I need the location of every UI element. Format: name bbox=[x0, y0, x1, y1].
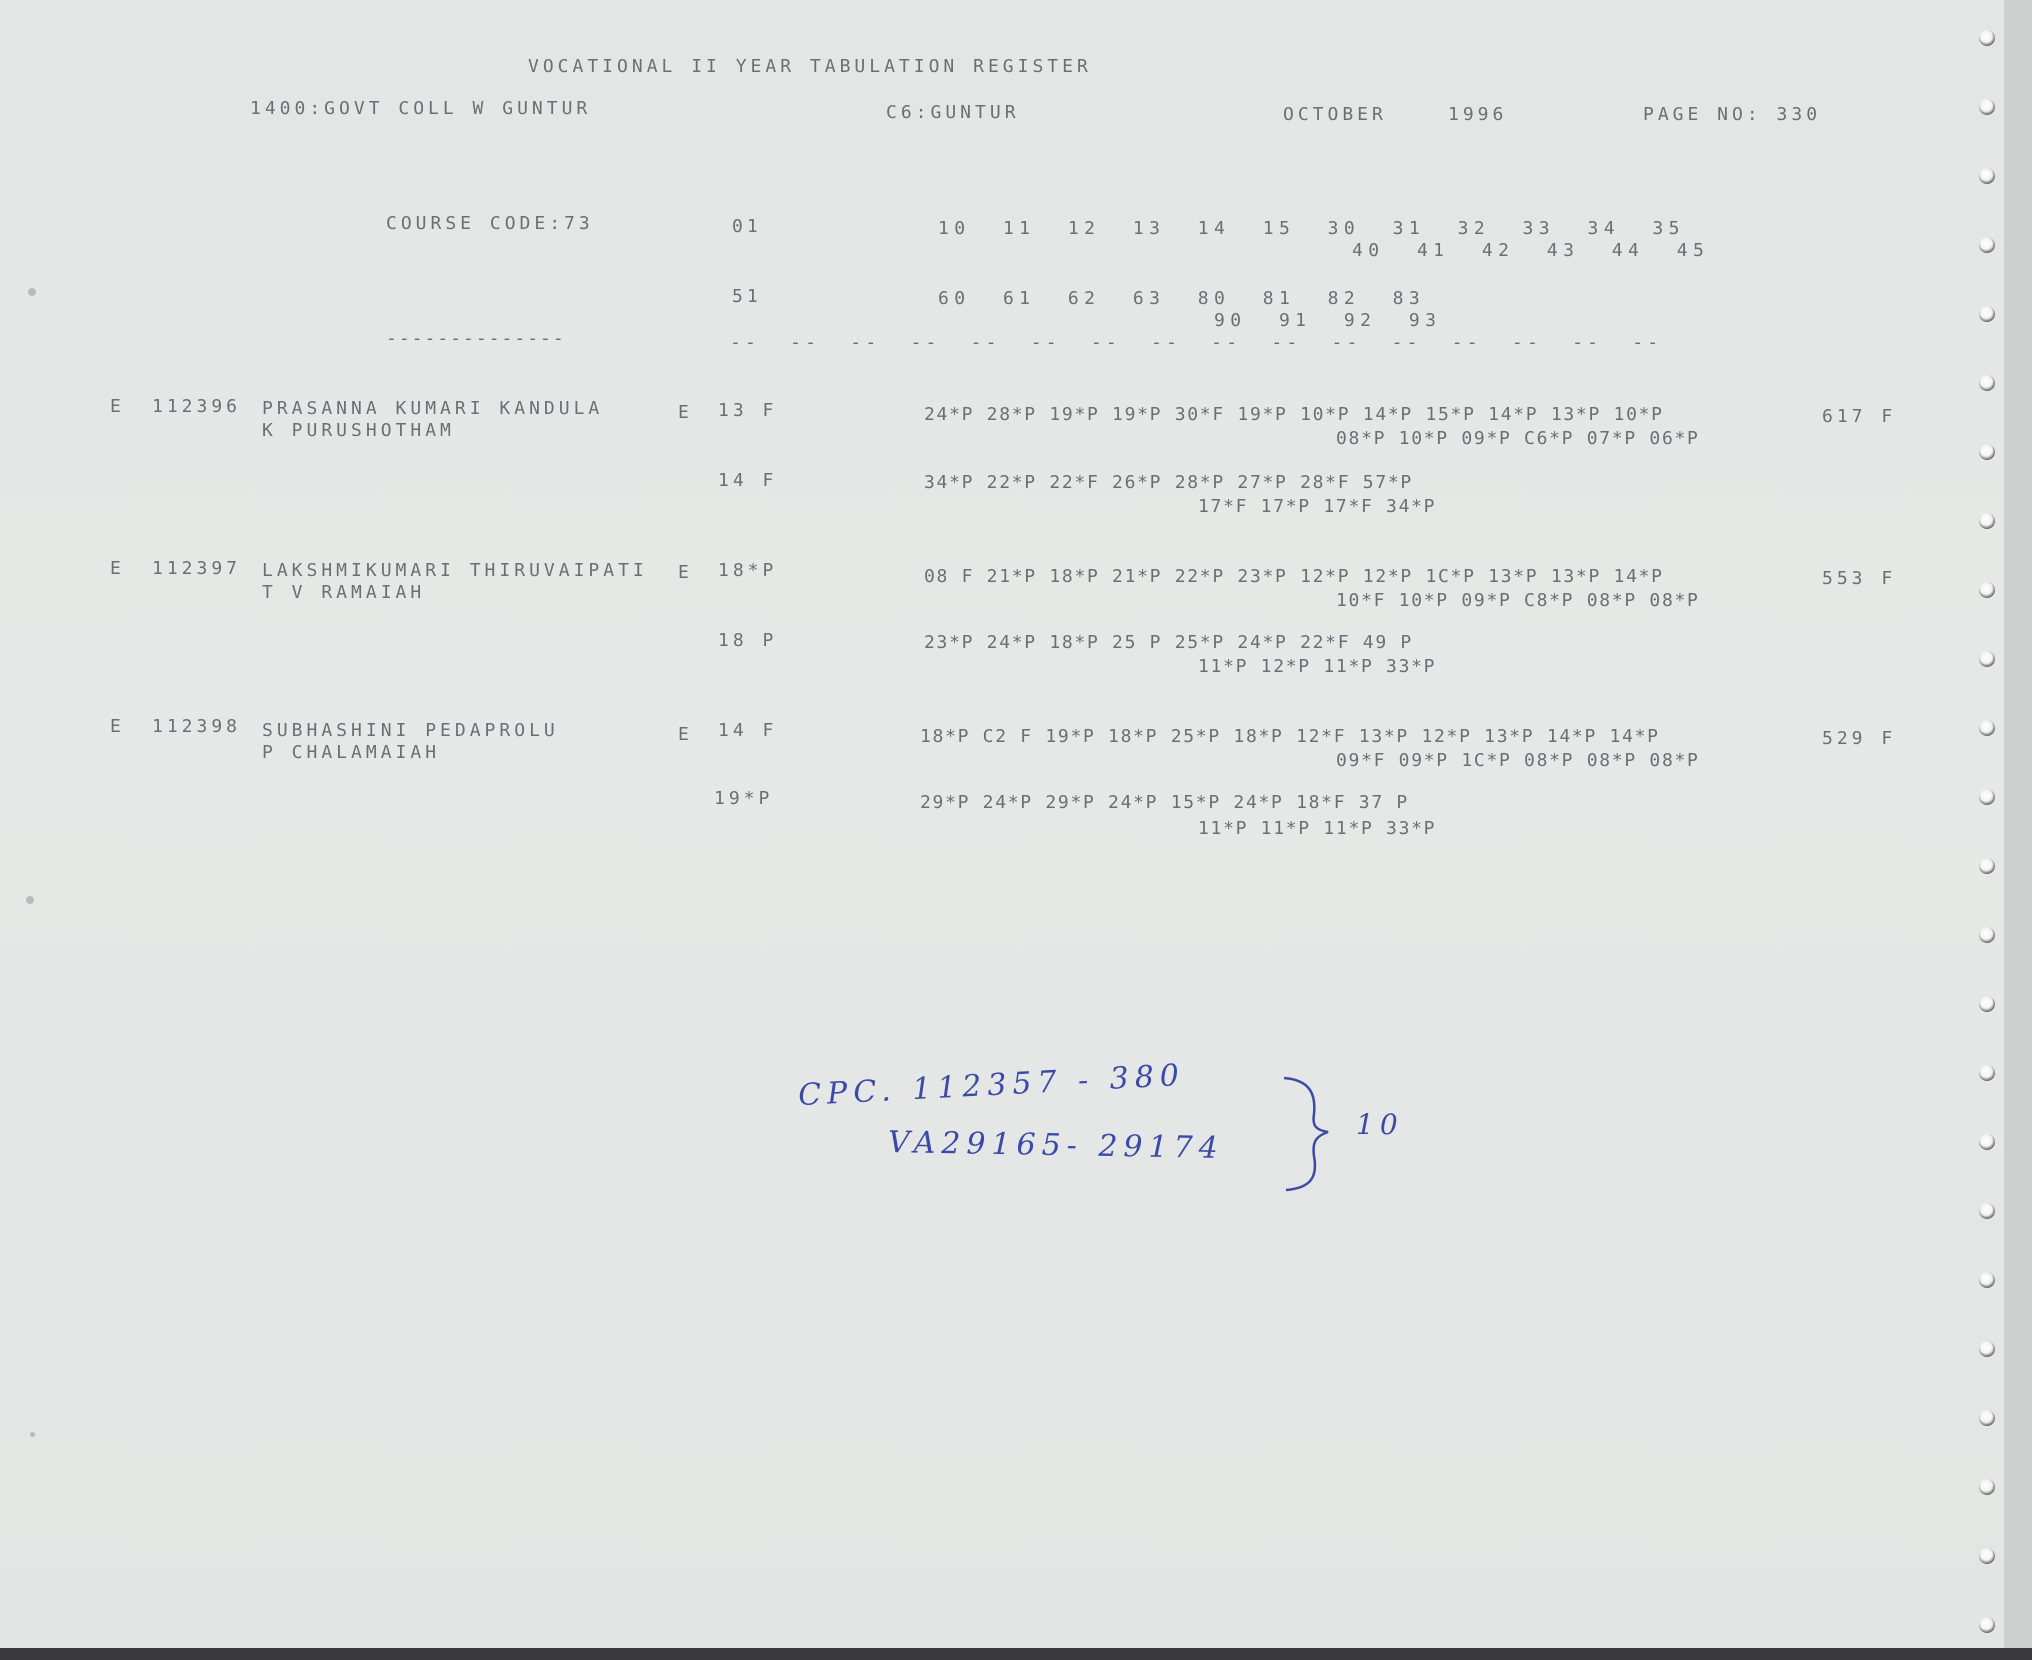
marks-row1b: 10*F 10*P 09*P C8*P 08*P 08*P bbox=[1336, 590, 1700, 611]
feed-hole bbox=[1979, 513, 1995, 529]
student-e-flag: E bbox=[110, 716, 125, 737]
course-code-label: COURSE CODE:73 bbox=[386, 213, 594, 234]
code-line2-first: 51 bbox=[732, 286, 762, 307]
lang1-mark: 13 F bbox=[718, 400, 778, 421]
marks-row1b: 09*F 09*P 1C*P 08*P 08*P 08*P bbox=[1336, 750, 1700, 771]
handwritten-count: 10 bbox=[1356, 1108, 1404, 1141]
lang2-mark: 18 P bbox=[718, 630, 778, 651]
feed-hole bbox=[1979, 1203, 1995, 1219]
feed-hole bbox=[1979, 375, 1995, 391]
feed-hole bbox=[1979, 1341, 1995, 1357]
feed-hole bbox=[1979, 99, 1995, 115]
handwritten-va-range: VA29165- 29174 bbox=[887, 1125, 1225, 1166]
student-name: PRASANNA KUMARI KANDULA bbox=[262, 398, 604, 419]
college-code: 1400:GOVT COLL W GUNTUR bbox=[250, 98, 592, 119]
student-name: SUBHASHINI PEDAPROLU bbox=[262, 720, 559, 741]
margin-spot bbox=[30, 1432, 35, 1437]
student-id: 112397 bbox=[152, 558, 242, 579]
handwritten-brace bbox=[1280, 1074, 1350, 1194]
feed-hole bbox=[1979, 1134, 1995, 1150]
code-line1: 10 11 12 13 14 15 30 31 32 33 34 35 bbox=[938, 218, 1685, 239]
marks-row1: 08 F 21*P 18*P 21*P 22*P 23*P 12*P 12*P 1C*P 13*P 13*P 14*P bbox=[924, 566, 1664, 587]
student-name: LAKSHMIKUMARI THIRUVAIPATI bbox=[262, 560, 648, 581]
student-e-flag: E bbox=[110, 558, 125, 579]
feed-hole bbox=[1979, 996, 1995, 1012]
marks-row1: 18*P C2 F 19*P 18*P 25*P 18*P 12*F 13*P 12*P 13*P 14*P 14*P bbox=[920, 726, 1660, 747]
dash-separator-right: -- -- -- -- -- -- -- -- -- -- -- -- -- -- -- -- bbox=[730, 332, 1663, 353]
code-line2-b: 90 91 92 93 bbox=[1214, 310, 1442, 331]
feed-hole bbox=[1979, 30, 1995, 46]
feed-hole bbox=[1979, 1410, 1995, 1426]
dash-separator-left: -------------- bbox=[386, 328, 566, 349]
exam-month: OCTOBER bbox=[1283, 104, 1387, 125]
code-line2: 60 61 62 63 80 81 82 83 bbox=[938, 288, 1426, 309]
total-result: 529 F bbox=[1822, 728, 1897, 749]
father-name: T V RAMAIAH bbox=[262, 582, 426, 603]
marks-row1b: 08*P 10*P 09*P C6*P 07*P 06*P bbox=[1336, 428, 1700, 449]
student-id: 112396 bbox=[152, 396, 242, 417]
lang2-mark: 14 F bbox=[718, 470, 778, 491]
marks-row2b: 11*P 12*P 11*P 33*P bbox=[1198, 656, 1437, 677]
father-name: P CHALAMAIAH bbox=[262, 742, 441, 763]
feed-hole bbox=[1979, 927, 1995, 943]
feed-hole bbox=[1979, 444, 1995, 460]
total-result: 617 F bbox=[1822, 406, 1897, 427]
margin-spot bbox=[28, 288, 36, 296]
lang1-mark: 18*P bbox=[718, 560, 778, 581]
marks-row2: 23*P 24*P 18*P 25 P 25*P 24*P 22*F 49 P bbox=[924, 632, 1413, 653]
exam-e-flag: E bbox=[678, 402, 693, 423]
marks-row2b: 11*P 11*P 11*P 33*P bbox=[1198, 818, 1437, 839]
feed-hole bbox=[1979, 306, 1995, 322]
page-bottom-edge bbox=[0, 1648, 2032, 1660]
feed-hole bbox=[1979, 168, 1995, 184]
father-name: K PURUSHOTHAM bbox=[262, 420, 455, 441]
exam-e-flag: E bbox=[678, 724, 693, 745]
feed-hole bbox=[1979, 1065, 1995, 1081]
feed-hole bbox=[1979, 651, 1995, 667]
handwritten-cpc-range: CPC. 112357 - 380 bbox=[797, 1057, 1186, 1114]
marks-row1: 24*P 28*P 19*P 19*P 30*F 19*P 10*P 14*P 15*P 14*P 13*P 10*P bbox=[924, 404, 1664, 425]
marks-row2b: 17*F 17*P 17*F 34*P bbox=[1198, 496, 1437, 517]
feed-hole bbox=[1979, 1548, 1995, 1564]
code-line1-b: 40 41 42 43 44 45 bbox=[1352, 240, 1710, 261]
lang2-mark: 19*P bbox=[714, 788, 774, 809]
margin-spot bbox=[26, 896, 34, 904]
exam-e-flag: E bbox=[678, 562, 693, 583]
feed-hole bbox=[1979, 858, 1995, 874]
marks-row2: 34*P 22*P 22*F 26*P 28*P 27*P 28*F 57*P bbox=[924, 472, 1413, 493]
feed-hole bbox=[1979, 789, 1995, 805]
exam-year: 1996 bbox=[1448, 104, 1508, 125]
code-line1-first: 01 bbox=[732, 216, 762, 237]
student-e-flag: E bbox=[110, 396, 125, 417]
marks-row2: 29*P 24*P 29*P 24*P 15*P 24*P 18*F 37 P bbox=[920, 792, 1409, 813]
page-number: PAGE NO: 330 bbox=[1643, 104, 1822, 125]
feed-hole bbox=[1979, 237, 1995, 253]
register-title: VOCATIONAL II YEAR TABULATION REGISTER bbox=[528, 56, 1092, 77]
feed-hole bbox=[1979, 582, 1995, 598]
feed-hole bbox=[1979, 720, 1995, 736]
feed-hole bbox=[1979, 1617, 1995, 1633]
lang1-mark: 14 F bbox=[718, 720, 778, 741]
feed-hole bbox=[1979, 1272, 1995, 1288]
total-result: 553 F bbox=[1822, 568, 1897, 589]
feed-hole bbox=[1979, 1479, 1995, 1495]
student-id: 112398 bbox=[152, 716, 242, 737]
center-code: C6:GUNTUR bbox=[886, 102, 1020, 123]
